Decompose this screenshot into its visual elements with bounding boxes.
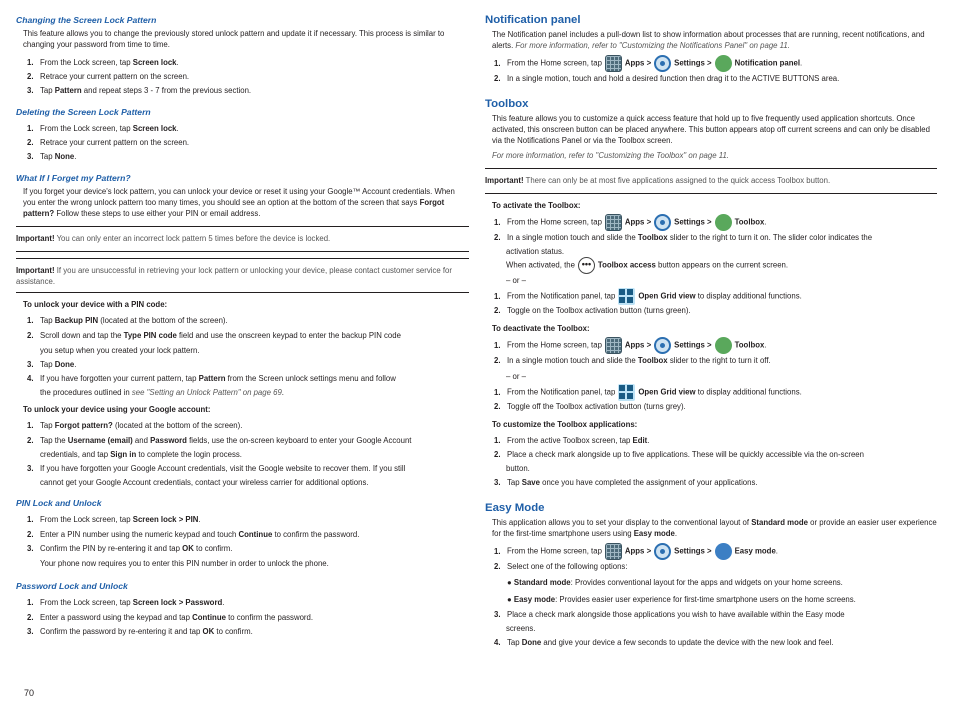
- paragraph-easy-mode: This application allows you to set your display to the conventional layout of Standard mode or provide an easier user experience for the first-time smartphone users using Easy mode.: [492, 518, 937, 539]
- heading-delete-pattern: Deleting the Screen Lock Pattern: [16, 107, 151, 117]
- apps-icon: [605, 55, 622, 72]
- list-item-continuation: Your phone now requires you to enter this PIN number in order to unlock the phone.: [40, 559, 329, 568]
- list-item-continuation: activation status.: [506, 247, 565, 256]
- settings-icon: [654, 214, 671, 231]
- notification-panel-icon: [715, 55, 732, 72]
- important-note: Important! If you are unsuccessful in retrieving your lock pattern or unlocking your device, please contact customer service for assistance.: [16, 258, 469, 293]
- heading-easy-mode: Easy Mode: [485, 502, 545, 514]
- list-item: 1. From the Lock screen, tap Screen lock.: [27, 124, 179, 133]
- heading-toolbox: Toolbox: [485, 98, 529, 110]
- settings-icon: [654, 337, 671, 354]
- list-item-continuation: cannot get your Google Account credentials, contact your wireless carrier for additional options.: [40, 478, 369, 487]
- heading-password-lock: Password Lock and Unlock: [16, 581, 128, 591]
- toolbox-icon: [715, 337, 732, 354]
- easy-mode-icon: [715, 543, 732, 560]
- paragraph-forgot-pattern: If you forget your device's lock pattern, you can unlock your device or reset it using your Google™ Account credentials. When you enter the wrong unlock pattern too many times, you should see an option at the bottom of the screen that says Forgot pattern? Follow these steps to use either your PIN or email address.: [23, 187, 455, 219]
- list-item: 1. From the Home screen, tap Apps > Settings > Easy mode.: [494, 543, 778, 560]
- list-item: 1. From the Notification panel, tap Open Grid view to display additional functions.: [494, 288, 802, 305]
- list-item: 1. From the Home screen, tap Apps > Settings > Notification panel.: [494, 55, 802, 72]
- paragraph-change-pattern: This feature allows you to change the previously stored unlock pattern and update it if necessary. This process is similar to changing your password from time to time.: [23, 29, 445, 50]
- page-number: 70: [24, 688, 35, 698]
- list-item: 3. Place a check mark alongside those applications you wish to have available within the Easy mode: [494, 610, 845, 619]
- list-item: 1. From the Lock screen, tap Screen lock > Password.: [27, 598, 225, 607]
- list-item: 3. Confirm the PIN by re-entering it and tap OK to confirm.: [27, 544, 233, 553]
- list-item-continuation: you setup when you created your lock pattern.: [40, 346, 200, 355]
- important-note: Important! You can only enter an incorrect lock pattern 5 times before the device is locked.: [16, 226, 469, 252]
- list-item: 3. Tap Pattern and repeat steps 3 - 7 from the previous section.: [27, 86, 252, 95]
- list-item: 2. Enter a password using the keypad and tap Continue to confirm the password.: [27, 613, 314, 622]
- list-item: 2. Scroll down and tap the Type PIN code field and use the onscreen keypad to enter the backup PIN code: [27, 331, 401, 340]
- heading-notification-panel: Notification panel: [485, 14, 581, 26]
- apps-icon: [605, 337, 622, 354]
- list-item: 2. Retrace your current pattern on the screen.: [27, 138, 190, 147]
- list-item: 1. From the Home screen, tap Apps > Settings > Toolbox.: [494, 214, 767, 231]
- list-item: 1. Tap Forgot pattern? (located at the bottom of the screen).: [27, 421, 243, 430]
- paragraph-notification-panel: The Notification panel includes a pull-down list to show information about processes that are running, recent notifications, and alerts. For more information, refer to "Customizing the Notifications Panel" on page 11.: [492, 30, 925, 51]
- heading-forgot-pattern: What If I Forget my Pattern?: [16, 173, 131, 183]
- list-item: 1. From the Home screen, tap Apps > Settings > Toolbox.: [494, 337, 767, 354]
- list-item: 2. In a single motion, touch and hold a desired function then drag it to the ACTIVE BUTTONS area.: [494, 74, 840, 83]
- list-item-continuation: button.: [506, 464, 530, 473]
- or-separator: – or –: [506, 276, 526, 285]
- list-item: 2. In a single motion touch and slide the Toolbox slider to the right to turn it off.: [494, 356, 771, 365]
- heading-pin-lock: PIN Lock and Unlock: [16, 498, 102, 508]
- apps-icon: [605, 543, 622, 560]
- settings-icon: [654, 55, 671, 72]
- list-item: 2. Select one of the following options:: [494, 562, 628, 571]
- list-item: 1. From the Notification panel, tap Open Grid view to display additional functions.: [494, 384, 802, 401]
- list-item: 1. From the active Toolbox screen, tap Edit.: [494, 436, 650, 445]
- list-item: 1. From the Lock screen, tap Screen lock.: [27, 58, 179, 67]
- list-item: 2. Tap the Username (email) and Password fields, use the on-screen keyboard to enter your Google Account: [27, 436, 412, 445]
- list-item-continuation: credentials, and tap Sign in to complete the login process.: [40, 450, 242, 459]
- bullet-item: ● Easy mode: Provides easier user experience for first-time smartphone users on the home screens.: [507, 595, 856, 604]
- list-item: 3. Tap None.: [27, 152, 77, 161]
- paragraph-toolbox: This feature allows you to customize a quick access feature that hold up to five frequently used application shortcuts. Once activated, this onscreen button can be placed anywhere. This button appears atop off current screens and can only be disabled via the Notifications Panel or via the Toolbox screen.: [492, 114, 930, 146]
- or-separator: – or –: [506, 372, 526, 381]
- list-item: 2. Retrace your current pattern on the screen.: [27, 72, 190, 81]
- important-note: Important! There can only be at most five applications assigned to the quick access Toolbox button.: [485, 168, 937, 194]
- list-item: 2. Toggle on the Toolbox activation button (turns green).: [494, 306, 691, 315]
- list-item: 1. From the Lock screen, tap Screen lock > PIN.: [27, 515, 201, 524]
- list-item: 3. Tap Done.: [27, 360, 77, 369]
- list-item-continuation: the procedures outlined in see "Setting an Unlock Pattern" on page 69.: [40, 388, 284, 397]
- list-item: 3. If you have forgotten your Google Account credentials, visit the Google website to recover them. If you still: [27, 464, 406, 473]
- list-item: 1. Tap Backup PIN (located at the bottom of the screen).: [27, 316, 228, 325]
- cross-reference-link[interactable]: see "Setting an Unlock Pattern" on page 69: [131, 388, 282, 397]
- list-item: 2. Toggle off the Toolbox activation button (turns grey).: [494, 402, 686, 411]
- toolbox-access-icon: •••: [578, 257, 595, 274]
- subheading-customize: To customize the Toolbox applications:: [492, 420, 638, 429]
- subheading-google: To unlock your device using your Google account:: [23, 405, 211, 414]
- list-item: 2. Place a check mark alongside up to five applications. These will be quickly accessible via the on-screen: [494, 450, 864, 459]
- list-item: 3. Confirm the password by re-entering it and tap OK to confirm.: [27, 627, 253, 636]
- list-item: 2. In a single motion touch and slide the Toolbox slider to the right to turn it on. The slider color indicates the: [494, 233, 873, 242]
- apps-icon: [605, 214, 622, 231]
- open-grid-view-icon: [618, 384, 635, 401]
- list-item: 2. Enter a PIN number using the numeric keypad and touch Continue to confirm the password.: [27, 530, 360, 539]
- subheading-deactivate: To deactivate the Toolbox:: [492, 324, 590, 333]
- list-item: 4. Tap Done and give your device a few seconds to update the device with the new look and feel.: [494, 638, 834, 647]
- settings-icon: [654, 543, 671, 560]
- list-item-continuation: screens.: [506, 624, 536, 633]
- toolbox-icon: [715, 214, 732, 231]
- bullet-item: ● Standard mode: Provides conventional layout for the apps and widgets on your home screens.: [507, 578, 843, 587]
- open-grid-view-icon: [618, 288, 635, 305]
- subheading-activate: To activate the Toolbox:: [492, 201, 581, 210]
- subheading-pin: To unlock your device with a PIN code:: [23, 300, 168, 309]
- heading-change-pattern: Changing the Screen Lock Pattern: [16, 15, 157, 25]
- list-item-continuation: When activated, the ••• Toolbox access button appears on the current screen.: [506, 257, 788, 274]
- list-item: 3. Tap Save once you have completed the assignment of your applications.: [494, 478, 758, 487]
- list-item: 4. If you have forgotten your current pattern, tap Pattern from the Screen unlock settings menu and follow: [27, 374, 396, 383]
- cross-reference-link[interactable]: For more information, refer to "Customizing the Toolbox" on page 11.: [492, 151, 729, 160]
